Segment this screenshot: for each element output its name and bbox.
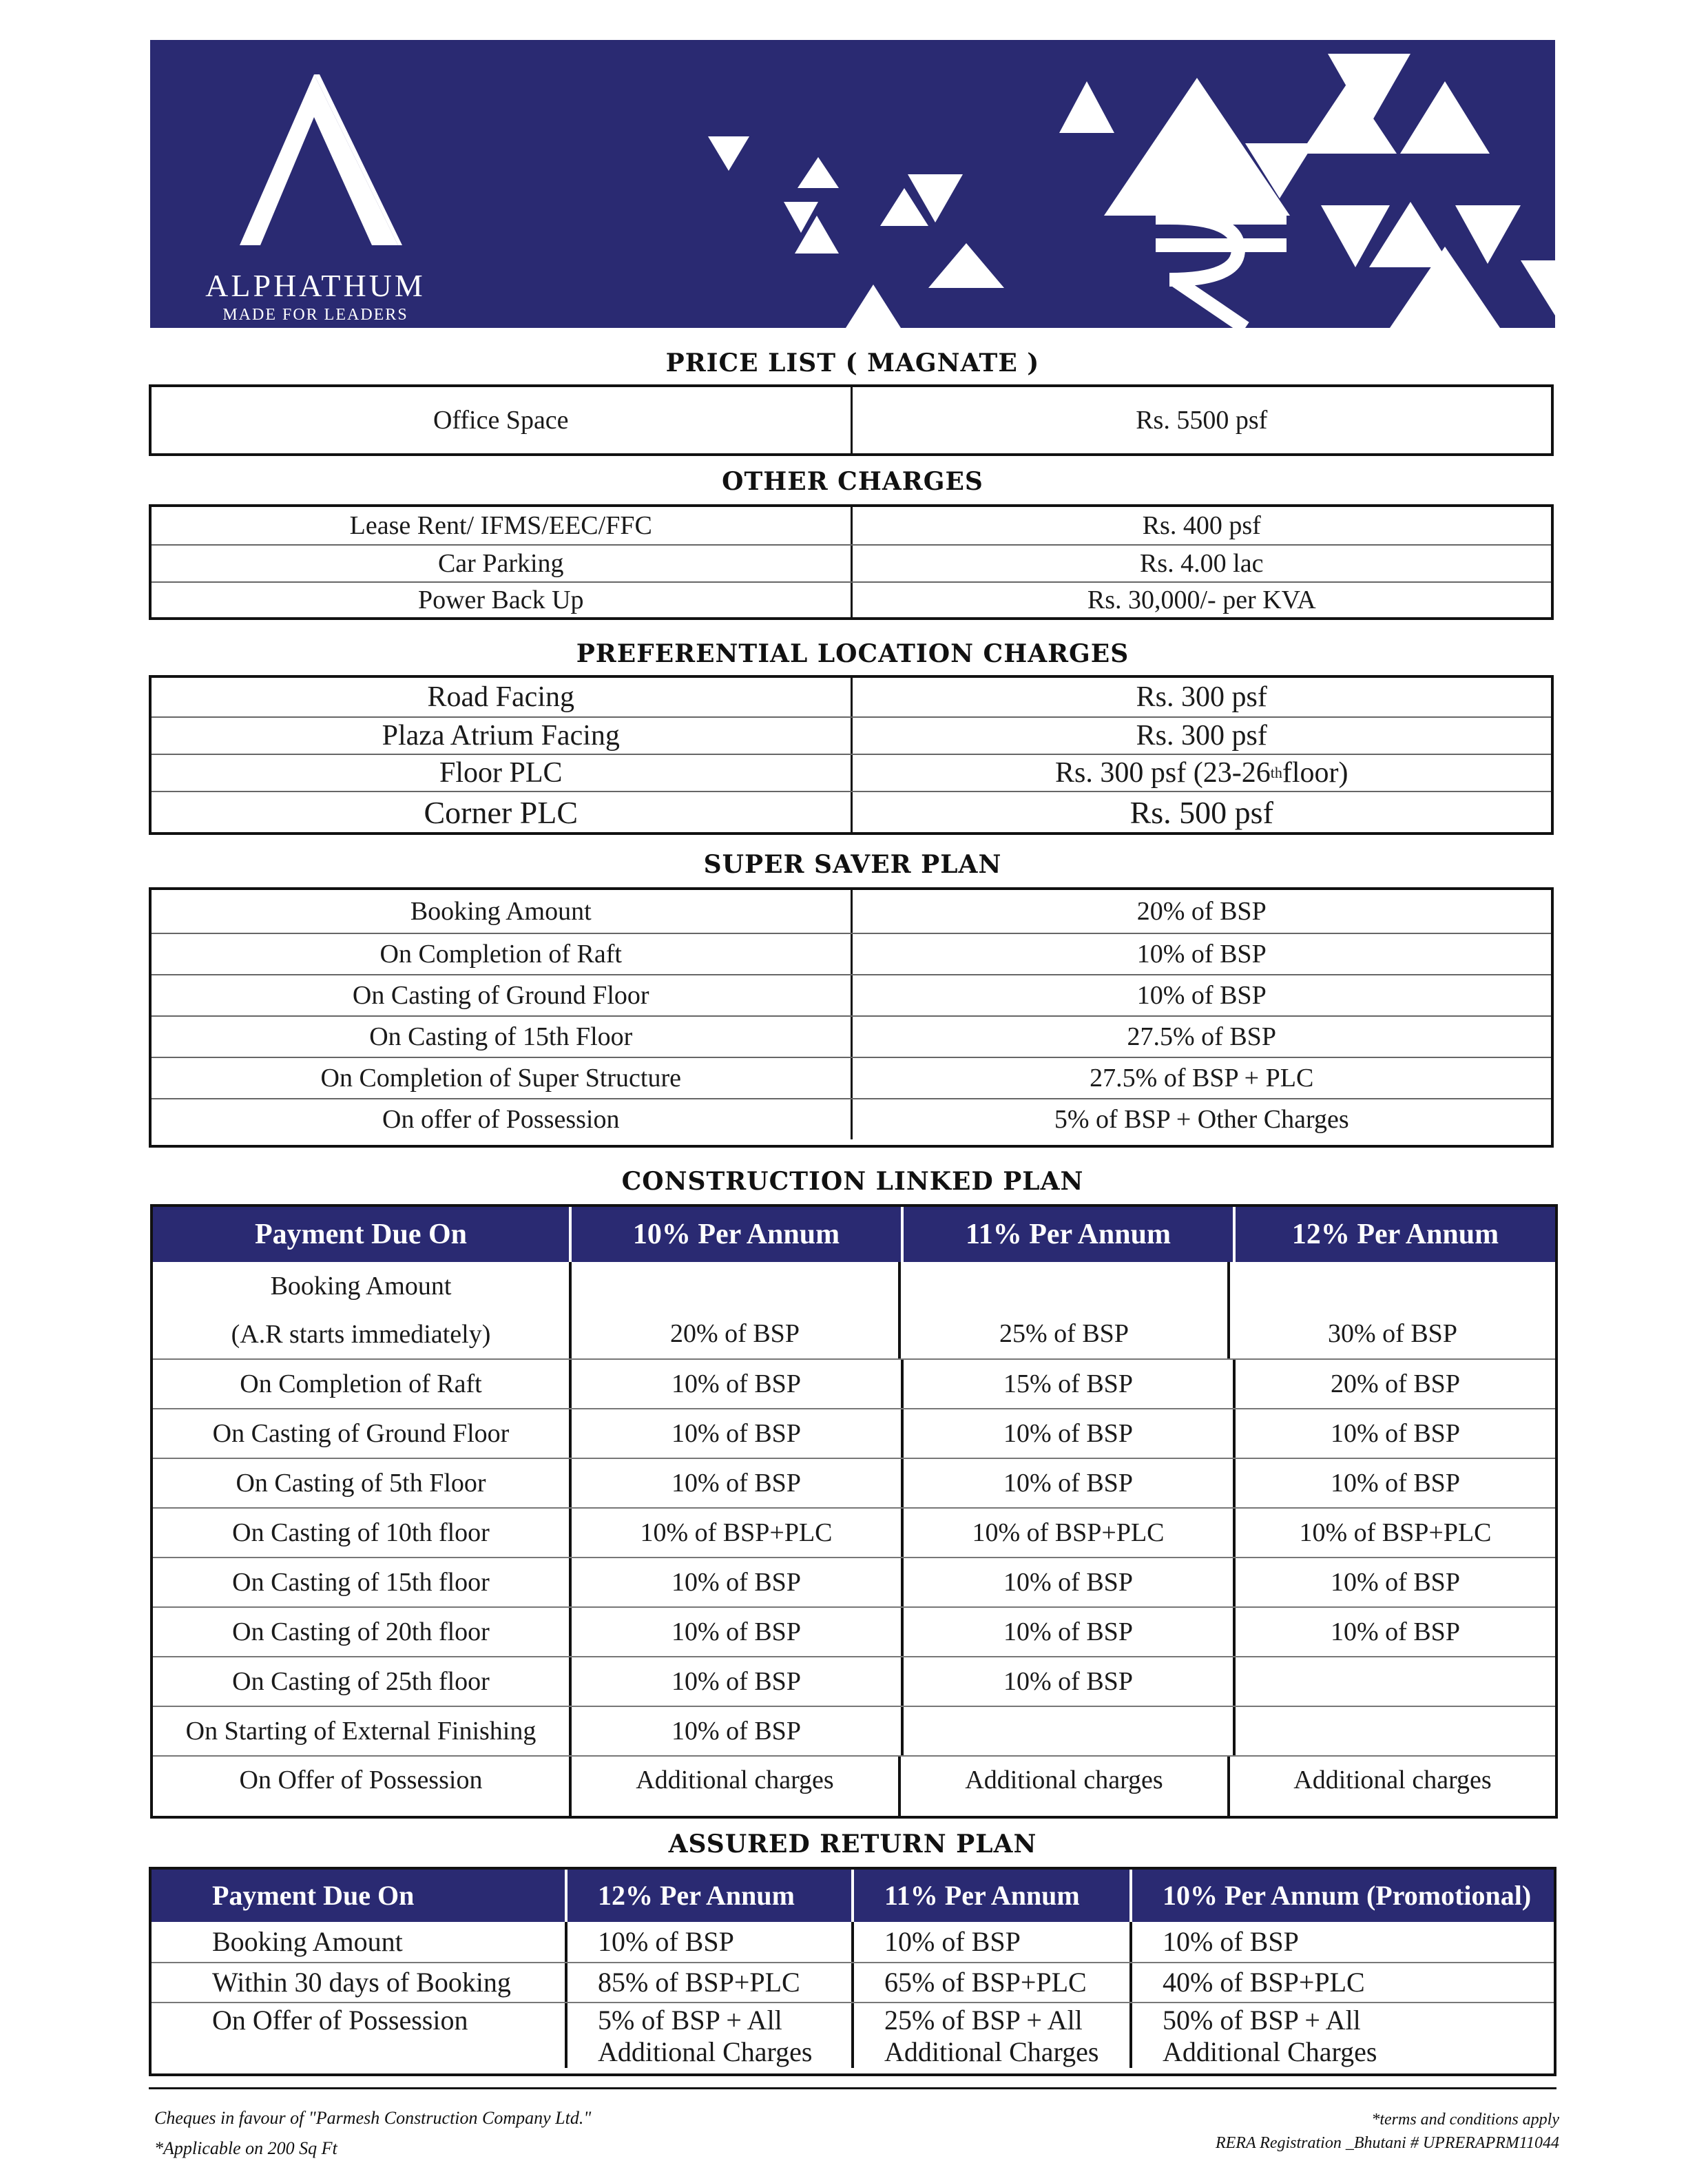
header-payment-due-on: Payment Due On: [255, 1219, 467, 1250]
row-label: Plaza Atrium Facing: [382, 720, 620, 752]
super-saver-title: SUPER SAVER PLAN: [703, 850, 1002, 879]
row-value: Rs. 30,000/- per KVA: [851, 583, 1552, 617]
value-line: 25% of BSP + All: [884, 2005, 1083, 2036]
row-value: 10% of BSP: [569, 1707, 901, 1755]
row-value: 10% of BSP+PLC: [569, 1509, 901, 1557]
row-value: 10% of BSP: [1233, 1608, 1555, 1656]
row-label: On Casting of Ground Floor: [212, 1419, 510, 1448]
row-label: On Offer of Possession: [239, 1766, 483, 1794]
row-value: 15% of BSP: [901, 1360, 1233, 1408]
row-value: Rs. 400 psf: [851, 507, 1552, 544]
cheques-note: Cheques in favour of "Parmesh Construction Company Ltd.": [154, 2108, 592, 2128]
row-value: 10% of BSP: [1233, 1558, 1555, 1606]
row-label: On Casting of 15th floor: [232, 1568, 490, 1597]
table-row: [152, 974, 1551, 1015]
row-label: On Casting of 10th floor: [232, 1518, 490, 1547]
row-label: Booking Amount: [410, 897, 592, 926]
row-label: On Offer of Possession: [212, 2005, 468, 2036]
row-label: Within 30 days of Booking: [212, 1967, 511, 1998]
row-label: On Casting of 25th floor: [232, 1667, 490, 1696]
header-11-percent: 11% Per Annum: [901, 1207, 1233, 1262]
row-label: [153, 1262, 569, 1358]
row-label: On Casting of 15th Floor: [369, 1022, 633, 1051]
brand-logo: [191, 61, 439, 322]
row-value: 10% of BSP: [1233, 1459, 1555, 1507]
row-value: 10% of BSP: [851, 934, 1552, 974]
row-value: 10% of BSP: [569, 1459, 901, 1507]
table-row: [153, 1358, 1555, 1408]
booking-amount-label: Booking Amount: [270, 1272, 452, 1301]
row-value: [851, 755, 1552, 791]
row-label: On Completion of Raft: [379, 940, 622, 969]
plc-table: [149, 675, 1554, 835]
table-row: [152, 544, 1551, 581]
construction-linked-table: [150, 1204, 1558, 1819]
row-label: Power Back Up: [417, 586, 584, 614]
row-value: Rs. 500 psf: [851, 792, 1552, 832]
row-value: 27.5% of BSP + PLC: [851, 1058, 1552, 1098]
row-label: Floor PLC: [439, 757, 563, 789]
table-row: [152, 754, 1551, 791]
table-row: [152, 2002, 1554, 2078]
row-value: 85% of BSP+PLC: [565, 1963, 851, 2002]
table-row: [153, 1606, 1555, 1656]
table-row: [153, 1262, 1555, 1358]
table-row: [152, 933, 1551, 974]
terms-note: *terms and conditions apply: [1371, 2111, 1559, 2129]
row-value: Additional charges: [898, 1757, 1227, 1819]
row-value: 30% of BSP: [1227, 1262, 1555, 1358]
value-line: 50% of BSP + All: [1163, 2005, 1361, 2036]
row-value: 10% of BSP: [901, 1459, 1233, 1507]
header-banner: [150, 40, 1555, 328]
value-line: Additional Charges: [598, 2036, 813, 2067]
table-row: [152, 581, 1551, 617]
table-row: [152, 387, 1551, 453]
construction-linked-title: CONSTRUCTION LINKED PLAN: [621, 1167, 1084, 1196]
row-value: 10% of BSP: [569, 1608, 901, 1656]
table-row: [152, 1962, 1554, 2002]
row-value: 25% of BSP: [898, 1262, 1227, 1358]
floor-plc-value-suffix: floor): [1282, 757, 1348, 789]
row-label: Road Facing: [427, 681, 574, 713]
price-list-title: PRICE LIST ( MAGNATE ): [665, 349, 1040, 377]
row-label: Corner PLC: [424, 794, 579, 830]
table-row: [152, 890, 1551, 933]
row-value: Rs. 300 psf: [851, 678, 1552, 716]
brand-name: ALPHATHUM: [205, 268, 426, 303]
rera-registration: RERA Registration _Bhutani # UPRERAPRM11044: [1215, 2134, 1559, 2152]
header-10-percent: 10% Per Annum: [569, 1207, 901, 1262]
table-row: [153, 1458, 1555, 1507]
table-header: [152, 1870, 1554, 1922]
row-value: 10% of BSP: [569, 1360, 901, 1408]
table-row: [153, 1408, 1555, 1458]
table-row: [153, 1557, 1555, 1606]
row-label: Booking Amount: [212, 1926, 403, 1957]
super-saver-table: [149, 887, 1554, 1148]
row-value: 5% of BSP + Other Charges: [851, 1099, 1552, 1139]
table-row: [152, 1057, 1551, 1098]
other-charges-title: OTHER CHARGES: [722, 467, 983, 496]
row-value: 10% of BSP: [569, 1409, 901, 1458]
row-label: On Casting of Ground Floor: [352, 981, 649, 1010]
row-value: 27.5% of BSP: [851, 1017, 1552, 1057]
value-line: Additional Charges: [884, 2036, 1099, 2067]
row-value: [1233, 1657, 1555, 1706]
row-value: 10% of BSP: [565, 1922, 851, 1962]
row-value: [565, 2003, 851, 2068]
assured-return-title: ASSURED RETURN PLAN: [668, 1830, 1037, 1859]
row-value: Additional charges: [1227, 1757, 1555, 1819]
table-row: [152, 791, 1551, 832]
row-value: Rs. 5500 psf: [851, 387, 1552, 453]
row-value: 10% of BSP: [901, 1409, 1233, 1458]
row-value: 40% of BSP+PLC: [1129, 1963, 1554, 2002]
brand-tagline: MADE FOR LEADERS: [222, 306, 408, 324]
table-header: [153, 1207, 1555, 1262]
row-value: [1233, 1707, 1555, 1755]
booking-amount-note: (A.R starts immediately): [231, 1320, 491, 1349]
row-value: 10% of BSP+PLC: [1233, 1509, 1555, 1557]
row-value: 65% of BSP+PLC: [851, 1963, 1129, 2002]
row-value: 20% of BSP: [851, 890, 1552, 933]
row-label: On offer of Possession: [382, 1105, 620, 1134]
row-value: 10% of BSP: [569, 1558, 901, 1606]
alpha-logo-icon: [191, 61, 439, 267]
plc-title: PREFERENTIAL LOCATION CHARGES: [576, 639, 1129, 668]
header-10-percent-promotional: 10% Per Annum (Promotional): [1129, 1870, 1554, 1922]
row-value: [901, 1707, 1233, 1755]
row-value: 10% of BSP: [569, 1657, 901, 1706]
assured-return-table: [149, 1867, 1556, 2076]
table-row: [152, 1098, 1551, 1139]
table-row: [152, 716, 1551, 754]
row-value: 10% of BSP: [1233, 1409, 1555, 1458]
row-value: [851, 2003, 1129, 2068]
row-value: 20% of BSP: [1233, 1360, 1555, 1408]
row-label: Lease Rent/ IFMS/EEC/FFC: [349, 511, 652, 540]
header-payment-due-on: Payment Due On: [212, 1880, 415, 1911]
row-label: On Starting of External Finishing: [185, 1717, 537, 1746]
row-value: 10% of BSP: [851, 975, 1552, 1015]
row-label: On Completion of Raft: [240, 1369, 482, 1398]
row-label: Car Parking: [437, 549, 564, 578]
table-row: [152, 507, 1551, 544]
footer-divider: [149, 2087, 1556, 2089]
row-value: 20% of BSP: [569, 1262, 898, 1358]
table-row: [152, 1922, 1554, 1962]
header-11-percent: 11% Per Annum: [851, 1870, 1129, 1922]
header-12-percent: 12% Per Annum: [565, 1870, 851, 1922]
row-value: Rs. 300 psf: [851, 718, 1552, 754]
row-value: 10% of BSP: [851, 1922, 1129, 1962]
value-line: Additional Charges: [1163, 2036, 1377, 2067]
table-row: [153, 1656, 1555, 1706]
row-value: Additional charges: [569, 1757, 898, 1819]
applicable-note: *Applicable on 200 Sq Ft: [154, 2138, 337, 2158]
floor-plc-superscript: th: [1270, 764, 1282, 781]
row-label: On Completion of Super Structure: [320, 1064, 681, 1093]
floor-plc-value: Rs. 300 psf (23-26: [1055, 757, 1271, 789]
header-12-percent: 12% Per Annum: [1233, 1207, 1555, 1262]
row-label: On Casting of 20th floor: [232, 1617, 490, 1646]
row-value: 10% of BSP+PLC: [901, 1509, 1233, 1557]
rupee-icon: [1149, 205, 1293, 328]
row-value: 10% of BSP: [1129, 1922, 1554, 1962]
price-list-table: [149, 384, 1554, 456]
value-line: 5% of BSP + All: [598, 2005, 782, 2036]
row-value: [1129, 2003, 1554, 2068]
row-value: 10% of BSP: [901, 1558, 1233, 1606]
table-row: [153, 1507, 1555, 1557]
table-row: [153, 1706, 1555, 1755]
row-label: On Casting of 5th Floor: [236, 1469, 486, 1498]
row-label: Office Space: [433, 406, 569, 435]
row-value: Rs. 4.00 lac: [851, 546, 1552, 581]
table-row: [152, 678, 1551, 716]
row-value: 10% of BSP: [901, 1657, 1233, 1706]
table-row: [152, 1015, 1551, 1057]
row-value: 10% of BSP: [901, 1608, 1233, 1656]
table-row: [153, 1755, 1555, 1819]
other-charges-table: [149, 504, 1554, 620]
